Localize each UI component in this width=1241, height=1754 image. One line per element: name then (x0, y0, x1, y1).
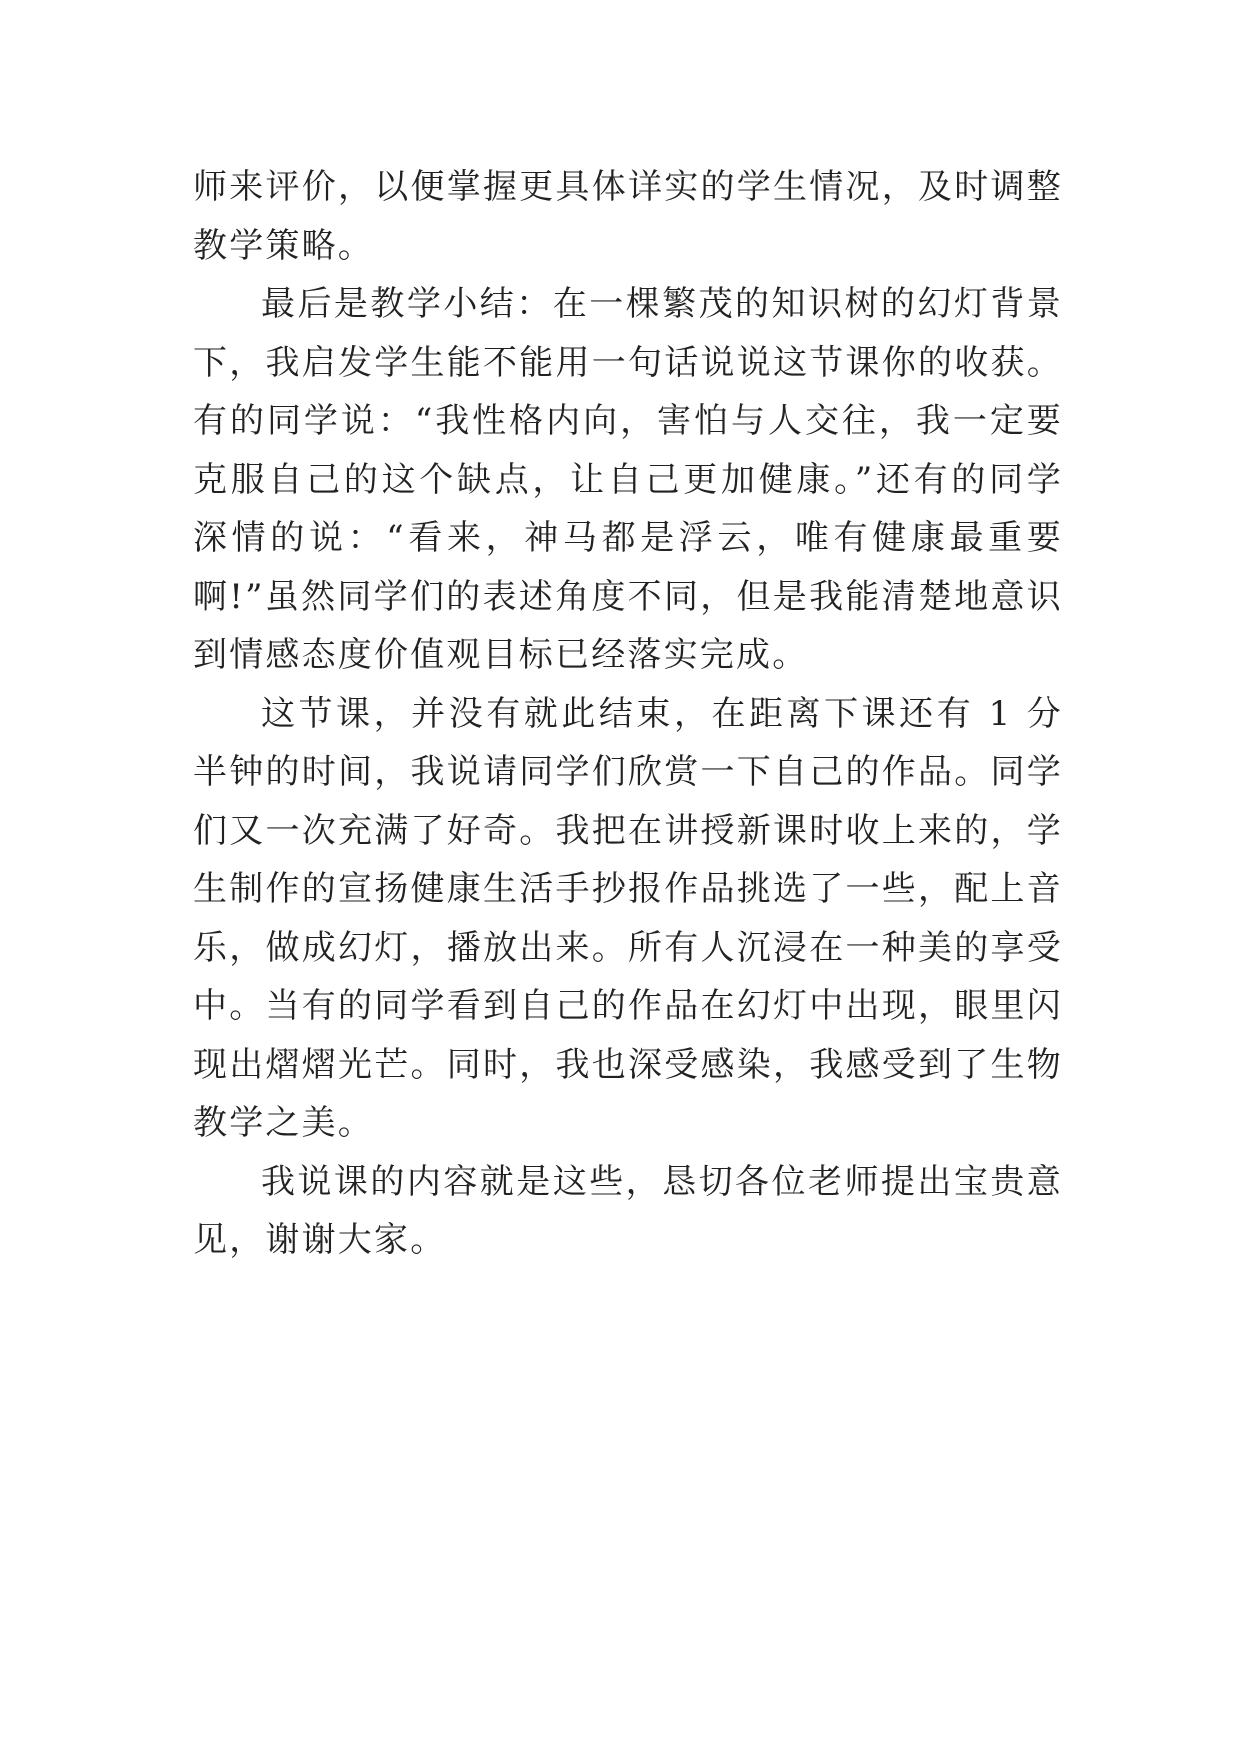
paragraph-class-ending: 这节课，并没有就此结束，在距离下课还有 1 分半钟的时间，我说请同学们欣赏一下自己的作品。同学们又一次充满了好奇。我把在讲授新课时收上来的，学生制作的宣扬健康生活手抄报作品挑选了一些，配上音乐，做成幻灯，播放出来。所有人沉浸在一种美的享受中。当有的同学看到自己的作品在幻灯中出现，眼里闪现出熠熠光芒。同时，我也深受感染，我感受到了生物教学之美。 (193, 693, 1063, 1143)
document-body (193, 158, 1063, 1270)
paragraph-continuation: 师来评价，以便掌握更具体详实的学生情况，及时调整教学策略。 (193, 167, 1063, 266)
paragraph-closing-remarks: 我说课的内容就是这些，恳切各位老师提出宝贵意见，谢谢大家。 (193, 1161, 1063, 1260)
paragraph-teaching-summary: 最后是教学小结：在一棵繁茂的知识树的幻灯背景下，我启发学生能不能用一句话说说这节课你的收获。有的同学说：“我性格内向，害怕与人交往，我一定要克服自己的这个缺点，让自己更加健康。”还有的同学深情的说：“看来，神马都是浮云，唯有健康最重要啊!”虽然同学们的表述角度不同，但是我能清楚地意识到情感态度价值观目标已经落实完成。 (193, 284, 1063, 675)
